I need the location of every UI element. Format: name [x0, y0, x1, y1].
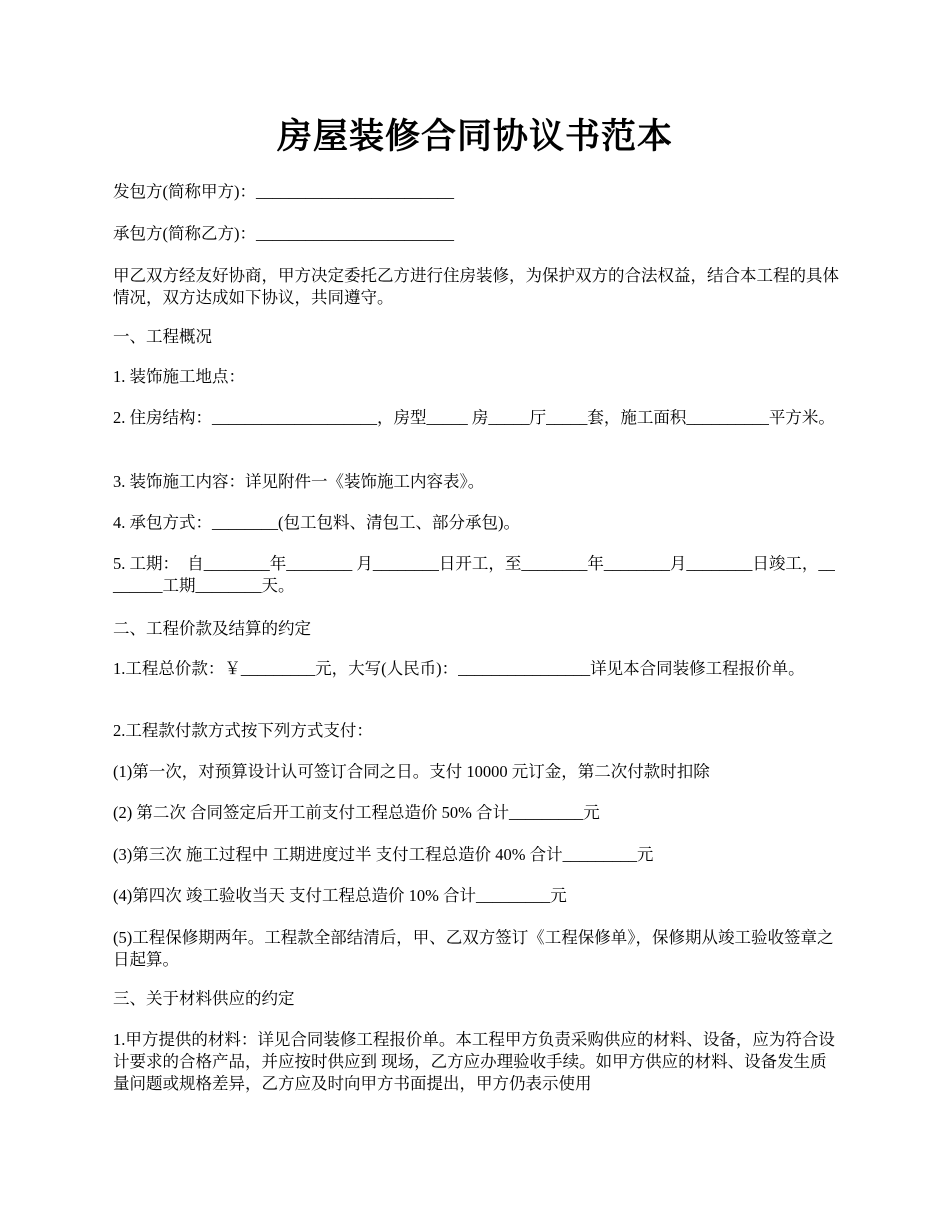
party-b-line: 承包方(简称乙方)：________________________	[113, 224, 454, 243]
clause-2-1: 1.工程总价款：￥_________元，大写(人民币)：________________详见本合同装修工程报价单。	[113, 659, 805, 678]
section-heading-1: 一、工程概况	[113, 327, 212, 346]
clause-1-2: 2. 住房结构：____________________，房型_____ 房_____厅_____套，施工面积__________平方米。	[113, 408, 835, 427]
payment-item-5: (5)工程保修期两年。工程款全部结清后，甲、乙双方签订《工程保修单》，保修期从竣工验收签章之日起算。	[113, 928, 834, 969]
party-a-line: 发包方(简称甲方)：________________________	[113, 182, 454, 201]
clause-1-4: 4. 承包方式：________(包工包料、清包工、部分承包)。	[113, 513, 520, 532]
intro-paragraph: 甲乙双方经友好协商，甲方决定委托乙方进行住房装修，为保护双方的合法权益，结合本工程的具体情况，双方达成如下协议，共同遵守。	[113, 266, 839, 307]
clause-1-5: 5. 工期： 自________年________ 月________日开工，至________年________月________日竣工，________工期________天。	[113, 554, 835, 595]
payment-item-3: (3)第三次 施工过程中 工期进度过半 支付工程总造价 40% 合计_________元	[113, 845, 654, 864]
payment-item-1: (1)第一次，对预算设计认可签订合同之日。支付 10000 元订金，第二次付款时扣除	[113, 762, 710, 781]
clause-3-1: 1.甲方提供的材料：详见合同装修工程报价单。本工程甲方负责采购供应的材料、设备，应为符合设计要求的合格产品，并应按时供应到 现场，乙方应办理验收手续。如甲方供应的材料、设备发生质量问题或规格差异，乙方应及时向甲方书面提出，甲方仍表示使用	[113, 1030, 835, 1093]
clause-1-1: 1. 装饰施工地点：	[113, 367, 245, 386]
section-heading-2: 二、工程价款及结算的约定	[113, 619, 311, 638]
clause-2-2: 2.工程款付款方式按下列方式支付：	[113, 721, 373, 740]
clause-1-3: 3. 装饰施工内容：详见附件一《装饰施工内容表》。	[113, 472, 485, 491]
document-title: 房屋装修合同协议书范本	[276, 117, 673, 156]
section-heading-3: 三、关于材料供应的约定	[113, 989, 295, 1008]
payment-item-4: (4)第四次 竣工验收当天 支付工程总造价 10% 合计_________元	[113, 886, 567, 905]
payment-item-2: (2) 第二次 合同签定后开工前支付工程总造价 50% 合计_________元	[113, 803, 600, 822]
